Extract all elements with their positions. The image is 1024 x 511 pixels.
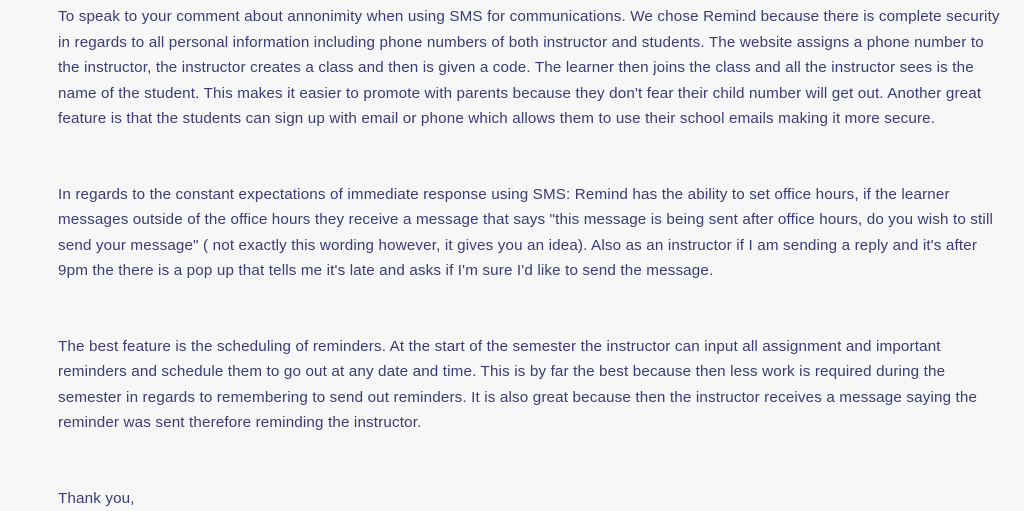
paragraph-1: To speak to your comment about annonimity when using SMS for communications. We chose Remind because there is complete security in regards to all personal information including phone numbers of both instructor and students. The website assigns a phone number to the instructor, the instructor creates a class and then is given a code. The learner then joins the class and all the instructor sees is the name of the student. This makes it easier to promote with parents because they don't fear their child number will get out. Another great feature is that the students can sign up with email or phone which allows them to use their school emails making it more secure. xyxy=(58,4,1008,132)
paragraph-3: The best feature is the scheduling of reminders. At the start of the semester the instructor can input all assignment and important reminders and schedule them to go out at any date and time. This is by far the best because then less work is required during the semester in regards to remembering to send out reminders. It is also great because then the instructor receives a message saying the reminder was sent therefore reminding the instructor. xyxy=(58,334,1008,436)
right-margin xyxy=(1008,0,1024,484)
message-body xyxy=(58,0,1008,511)
paragraph-2: In regards to the constant expectations of immediate response using SMS: Remind has the ability to set office hours, if the learner messages outside of the office hours they receive a message that says "this message is being sent after office hours, do you wish to still send your message" ( not exactly this wording however, it gives you an idea). Also as an instructor if I am sending a reply and it's after 9pm the there is a pop up that tells me it's late and asks if I'm sure I'd like to send the message. xyxy=(58,182,1008,284)
paragraph-signoff: Thank you, xyxy=(58,486,1008,511)
left-margin xyxy=(0,0,58,484)
